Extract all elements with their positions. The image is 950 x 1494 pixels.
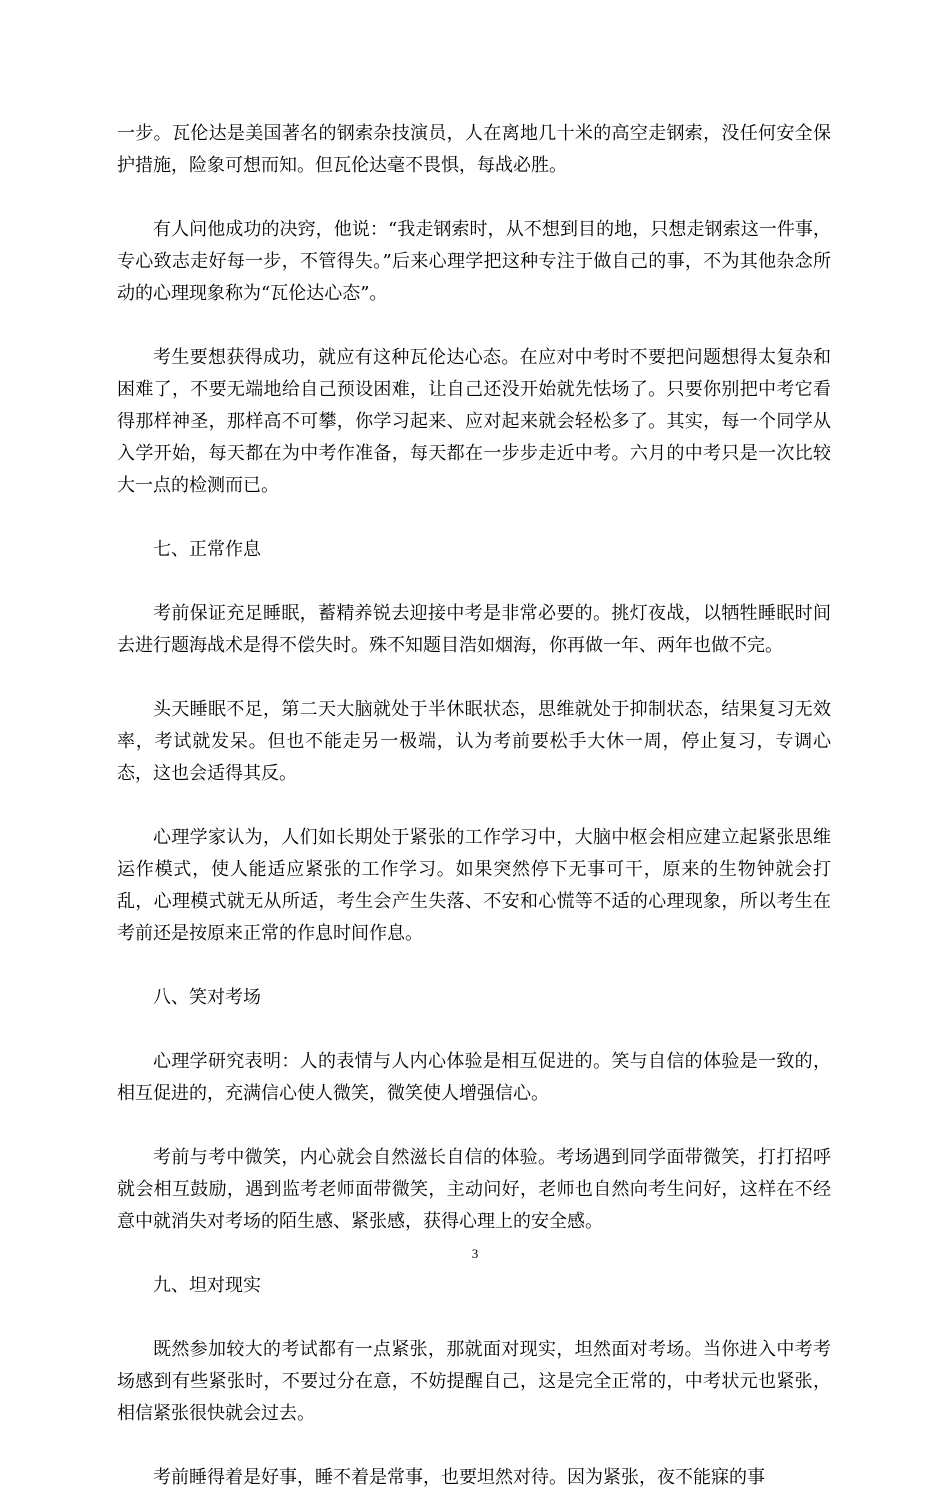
page-number: 3 [471,1246,479,1261]
paragraph: 考前与考中微笑，内心就会自然滋长自信的体验。考场遇到同学面带微笑，打打招呼就会相互鼓励，遇到监考老师面带微笑，主动问好，老师也自然向考生问好，这样在不经意中就消失对考场的陌生感、紧张感，获得心理上的安全感。 [117,1147,831,1232]
paragraph: 一步。瓦伦达是美国著名的钢索杂技演员，人在离地几十米的高空走钢索，没任何安全保护措施，险象可想而知。但瓦伦达毫不畏惧，每战必胜。 [117,123,831,176]
paragraph: 心理学家认为，人们如长期处于紧张的工作学习中，大脑中枢会相应建立起紧张思维运作模式，使人能适应紧张的工作学习。如果突然停下无事可干，原来的生物钟就会打乱，心理模式就无从所适，考生会产生失落、不安和心慌等不适的心理现象，所以考生在考前还是按原来正常的作息时间作息。 [117,827,831,944]
paragraph: 考前保证充足睡眠，蓄精养锐去迎接中考是非常必要的。挑灯夜战，以牺牲睡眠时间去进行题海战术是得不偿失时。殊不知题目浩如烟海，你再做一年、两年也做不完。 [117,603,831,656]
paragraph: 考生要想获得成功，就应有这种瓦伦达心态。在应对中考时不要把问题想得太复杂和困难了，不要无端地给自己预设困难，让自己还没开始就先怯场了。只要你别把中考它看得那样神圣，那样高不可攀，你学习起来、应对起来就会轻松多了。其实，每一个同学从入学开始，每天都在为中考作准备，每天都在一步步走近中考。六月的中考只是一次比较大一点的检测而已。 [117,347,831,496]
section-heading: 七、正常作息 [153,539,261,560]
section-heading: 八、笑对考场 [153,987,261,1008]
section-heading: 九、坦对现实 [153,1275,261,1296]
paragraph: 心理学研究表明：人的表情与人内心体验是相互促进的。笑与自信的体验是一致的，相互促进的，充满信心使人微笑，微笑使人增强信心。 [117,1051,831,1104]
document-body [117,118,831,1494]
paragraph: 有人问他成功的决窍，他说：“我走钢索时，从不想到目的地，只想走钢索这一件事，专心致志走好每一步，不管得失。”后来心理学把这种专注于做自己的事，不为其他杂念所动的心理现象称为“瓦伦达心态”。 [117,219,831,304]
paragraph: 既然参加较大的考试都有一点紧张，那就面对现实，坦然面对考场。当你进入中考考场感到有些紧张时，不要过分在意，不妨提醒自己，这是完全正常的，中考状元也紧张，相信紧张很快就会过去。 [117,1339,831,1424]
paragraph: 头天睡眠不足，第二天大脑就处于半休眠状态，思维就处于抑制状态，结果复习无效率，考试就发呆。但也不能走另一极端，认为考前要松手大休一周，停止复习，专调心态，这也会适得其反。 [117,699,831,784]
paragraph: 考前睡得着是好事，睡不着是常事，也要坦然对待。因为紧张，夜不能寐的事 [153,1467,765,1488]
